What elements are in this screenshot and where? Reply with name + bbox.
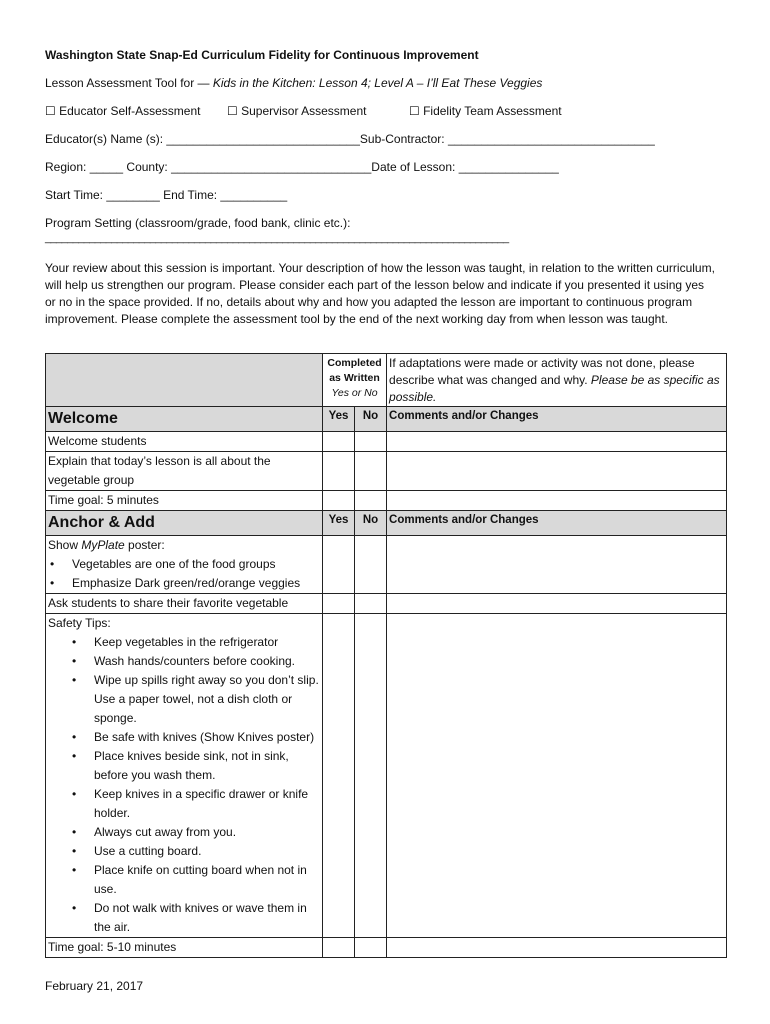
poster-bullet-list: [48, 555, 320, 593]
footer-date: February 21, 2017: [45, 979, 144, 993]
activity-cell: [46, 614, 323, 938]
list-item: • Vegetables are one of the food groups: [48, 555, 320, 574]
program-setting-label: Program Setting (classroom/grade, food bank, clinic etc.):: [45, 216, 351, 230]
no-cell[interactable]: [355, 452, 387, 491]
section-title: Welcome: [46, 407, 323, 432]
table-row: [46, 594, 727, 614]
comments-cell[interactable]: [387, 536, 727, 594]
time-goal-cell: Time goal: 5 minutes: [46, 491, 323, 511]
yes-cell[interactable]: [323, 614, 355, 938]
yes-cell[interactable]: [323, 491, 355, 511]
form-title: Washington State Snap-Ed Curriculum Fidelity for Continuous Improvement: [45, 48, 479, 62]
safety-tips-title: Safety Tips:: [48, 616, 111, 630]
assessment-type-checkboxes: [45, 104, 605, 120]
comments-cell[interactable]: [387, 452, 727, 491]
comments-cell[interactable]: [387, 432, 727, 452]
completed-as-written-header: Completed as Written Yes or No: [323, 354, 387, 407]
list-item: • Do not walk with knives or wave them in the air.: [48, 899, 320, 937]
no-cell[interactable]: [355, 938, 387, 958]
no-cell[interactable]: [355, 614, 387, 938]
fidelity-table: [45, 353, 727, 958]
fidelity-team-assessment-checkbox[interactable]: ☐ Fidelity Team Assessment: [409, 104, 562, 118]
lesson-name: Kids in the Kitchen: Lesson 4; Level A – I’ll Eat These Veggies: [212, 76, 543, 90]
subtitle-prefix: Lesson Assessment Tool for —: [45, 76, 213, 90]
header-blank-cell: [46, 354, 323, 407]
yes-cell[interactable]: [323, 452, 355, 491]
comments-column-header: Comments and/or Changes: [387, 511, 727, 536]
list-item: • Keep vegetables in the refrigerator: [48, 633, 320, 652]
table-row: [46, 432, 727, 452]
time-goal-cell: Time goal: 5-10 minutes: [46, 938, 323, 958]
region-county-date-field[interactable]: Region: _____ County: ______________________________Date of Lesson: _______________: [45, 160, 559, 174]
list-item: • Place knife on cutting board when not in use.: [48, 861, 320, 899]
table-header-row: [46, 354, 727, 407]
table-row: [46, 536, 727, 594]
comments-cell[interactable]: [387, 491, 727, 511]
table-row: [46, 452, 727, 491]
activity-cell: Explain that today’s lesson is all about the vegetable group: [46, 452, 323, 491]
comments-cell[interactable]: [387, 614, 727, 938]
list-item: • Keep knives in a specific drawer or knife holder.: [48, 785, 320, 823]
form-subtitle: [45, 76, 542, 90]
comments-cell[interactable]: [387, 594, 727, 614]
start-end-time-field[interactable]: Start Time: ________ End Time: __________: [45, 188, 288, 202]
no-column-header: No: [355, 407, 387, 432]
list-item: • Be safe with knives (Show Knives poster): [48, 728, 320, 747]
list-item: • Wipe up spills right away so you don’t slip. Use a paper towel, not a dish cloth or sponge.: [48, 671, 320, 728]
no-cell[interactable]: [355, 491, 387, 511]
intro-paragraph: Your review about this session is important. Your description of how the lesson was taught, in relation to the written curriculum, will help us strengthen our program. Please consider each part of the lesson below and indicate if you presented it using yes or no in the space provided. If no, details about why and how you adapted the lesson are important to continuous program improvement. Please complete the assessment tool by the end of the next working day from when lesson was taught.: [45, 261, 715, 326]
activity-cell: Ask students to share their favorite vegetable: [46, 594, 323, 614]
no-cell[interactable]: [355, 432, 387, 452]
adaptation-instructions: If adaptations were made or activity was not done, please describe what was changed and why. Please be as specific as possible.: [387, 354, 727, 407]
educator-name-field[interactable]: Educator(s) Name (s): _____________________________Sub-Contractor: _______________________________: [45, 132, 655, 146]
program-setting-field[interactable]: ____________________________________________________________________________________: [45, 232, 509, 244]
no-cell[interactable]: [355, 536, 387, 594]
safety-tips-list: [48, 633, 320, 937]
table-row: [46, 614, 727, 938]
no-cell[interactable]: [355, 594, 387, 614]
table-row: [46, 491, 727, 511]
list-item: • Emphasize Dark green/red/orange veggies: [48, 574, 320, 593]
list-item: • Always cut away from you.: [48, 823, 320, 842]
yes-cell[interactable]: [323, 432, 355, 452]
section-title: Anchor & Add: [46, 511, 323, 536]
activity-cell: [46, 536, 323, 594]
table-row: [46, 938, 727, 958]
activity-cell: Welcome students: [46, 432, 323, 452]
section-header-welcome: [46, 407, 727, 432]
list-item: • Wash hands/counters before cooking.: [48, 652, 320, 671]
supervisor-assessment-checkbox[interactable]: ☐ Supervisor Assessment: [227, 104, 367, 118]
comments-cell[interactable]: [387, 938, 727, 958]
no-column-header: No: [355, 511, 387, 536]
yes-cell[interactable]: [323, 594, 355, 614]
yes-column-header: Yes: [323, 511, 355, 536]
yes-cell[interactable]: [323, 938, 355, 958]
list-item: • Use a cutting board.: [48, 842, 320, 861]
educator-self-assessment-checkbox[interactable]: ☐ Educator Self-Assessment: [45, 104, 201, 118]
poster-line: Show MyPlate poster:: [48, 538, 165, 552]
list-item: • Place knives beside sink, not in sink, before you wash them.: [48, 747, 320, 785]
comments-column-header: Comments and/or Changes: [387, 407, 727, 432]
yes-column-header: Yes: [323, 407, 355, 432]
yes-cell[interactable]: [323, 536, 355, 594]
section-header-anchor-add: [46, 511, 727, 536]
